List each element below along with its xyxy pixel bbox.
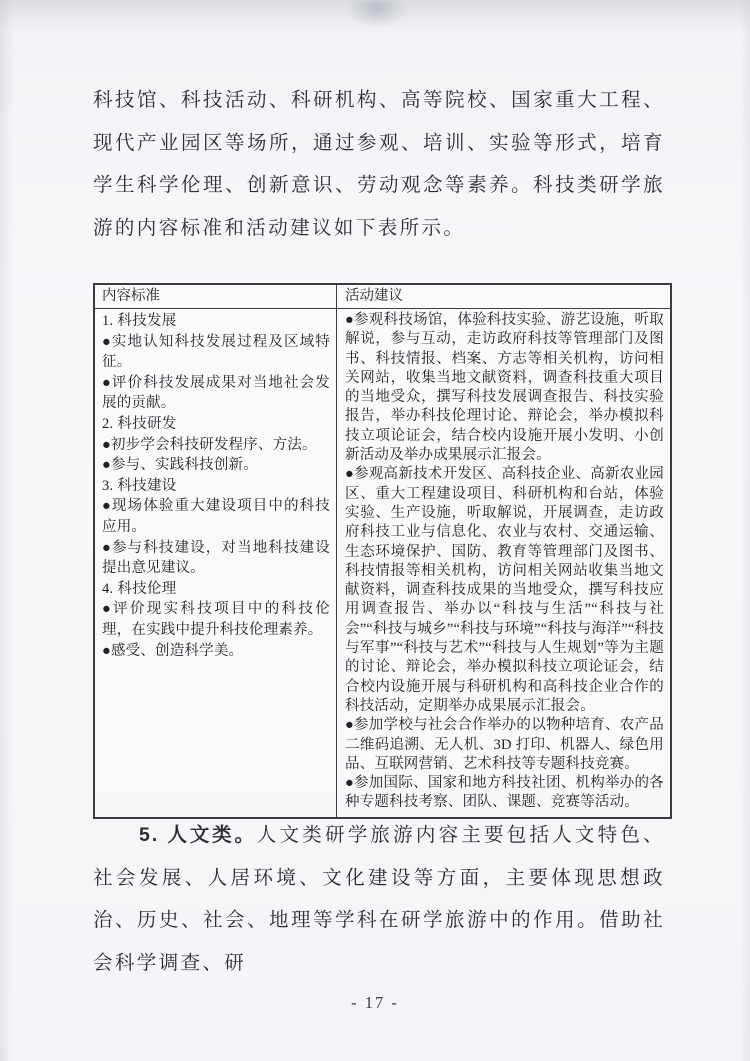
section-body-text: 人文类研学旅游内容主要包括人文特色、社会发展、人居环境、文化建设等方面，主要体现思想政治、历史、社会、地理等学科在研学旅游中的作用。借助社会科学调查、研 xyxy=(93,825,665,974)
page-number: - 17 - xyxy=(351,993,399,1012)
activity-suggestion-item: ●参观科技场馆，体验科技实验、游艺设施，听取解说，参与互动，走访政府科技等管理部门及图书、科技情报、档案、方志等相关机构，访问相关网站，收集当地文献资料，调查科技重大项目的当地受众，撰写科技发展调查报告、科技实验报告，举办科技伦理讨论、辩论会，举办模拟科技立项论证会，结合校内设施开展小发明、小创新活动及举办成果展示汇报会。 xyxy=(345,312,664,464)
content-standard-item: ●评价现实科技项目中的科技伦理，在实践中提升科技伦理素养。 xyxy=(102,601,330,638)
scan-artifact-smudge xyxy=(346,0,408,28)
content-standard-item: ●参与、实践科技创新。 xyxy=(102,457,258,474)
content-standard-item: 2. 科技研发 xyxy=(102,415,177,432)
table-header-row xyxy=(95,285,670,309)
content-standard-item: ●参与科技建设，对当地科技建设提出意见建议。 xyxy=(102,539,330,577)
section-paragraph xyxy=(93,814,665,985)
content-standard-item: 3. 科技建设 xyxy=(102,477,177,494)
activity-suggestion-item: ●参加学校与社会合作举办的以物种培育、农产品二维码追溯、无人机、3D 打印、机器人、绿色用品、互联网营销、艺术科技等专题科技竞赛。 xyxy=(345,717,664,772)
table-body-row xyxy=(95,309,670,817)
activity-suggestion-item: ●参观高新技术开发区、高科技企业、高新农业园区、重大工程建设项目、科研机构和台站，体验实验、生产设施，听取解说，开展调查，走访政府科技工业与信息化、农业与农村、交通运输、生态环境保护、国防、教育等管理部门及图书、科技情报等相关机构，访问相关网站收集当地文献资料，调查科技成果的当地受众，撰写科技应用调查报告、举办以“科技与生活”“科技与社会”“科技与城乡”“科技与环境”“科技与海洋”“科技与军事”“科技与艺术”“科技与人生规划”等为主题的讨论、辩论会，举办模拟科技立项论证会，结合校内设施开展与科研机构和高科技企业合作的科技活动，定期举办成果展示汇报会。 xyxy=(345,466,664,714)
content-standards-cell xyxy=(95,309,337,817)
content-standard-item: ●感受、创造科学美。 xyxy=(102,642,244,659)
intro-paragraph: 科技馆、科技活动、科研机构、高等院校、国家重大工程、现代产业园区等场所，通过参观、培训、实验等形式，培育学生科学伦理、创新意识、劳动观念等素养。科技类研学旅游的内容标准和活动建议如下表所示。 xyxy=(93,90,665,239)
scan-edge-shadow-left xyxy=(0,0,14,1061)
table-header-activity-suggestions: 活动建议 xyxy=(345,288,403,304)
section-heading: 5. 人文类。 xyxy=(139,824,257,846)
content-standard-item: ●实地认知科技发展过程及区域特征。 xyxy=(102,333,330,371)
table-header-content-standards: 内容标准 xyxy=(95,285,337,308)
content-standards-table xyxy=(93,283,672,819)
content-standard-item: 4. 科技伦理 xyxy=(102,580,177,597)
content-standard-item: ●评价科技发展成果对当地社会发展的贡献。 xyxy=(102,374,330,412)
content-standard-item: 1. 科技发展 xyxy=(102,313,177,329)
content-standard-item: ●现场体验重大建设项目中的科技应用。 xyxy=(102,498,330,535)
scan-edge-shadow-right xyxy=(740,0,750,1061)
activity-suggestions-cell xyxy=(337,309,670,817)
content-standard-item: ●初步学会科技研发程序、方法。 xyxy=(102,436,317,453)
activity-suggestion-item: ●参加国际、国家和地方科技社团、机构举办的各种专题科技考察、团队、课题、竞赛等活动。 xyxy=(345,775,664,811)
